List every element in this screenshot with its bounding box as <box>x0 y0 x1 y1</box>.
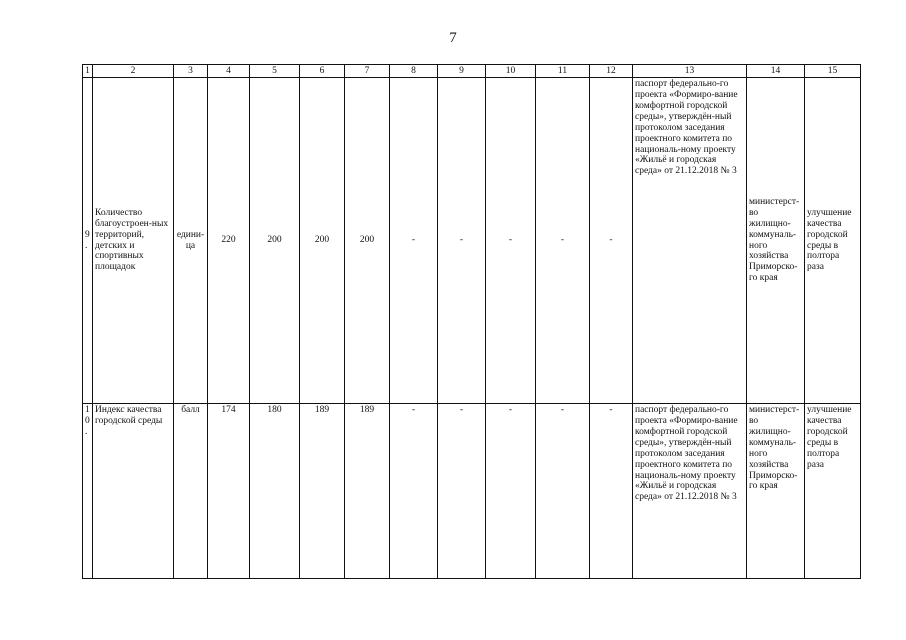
column-header: 11 <box>536 65 590 78</box>
value-cell: 200 <box>250 78 300 404</box>
value-cell: 174 <box>208 404 250 579</box>
column-header: 7 <box>345 65 390 78</box>
column-header: 15 <box>805 65 861 78</box>
value-cell: - <box>390 404 438 579</box>
column-header: 1 <box>83 65 93 78</box>
indicator-name: Индекс качества городской среды <box>93 404 174 579</box>
value-cell: 189 <box>345 404 390 579</box>
unit-of-measure: балл <box>174 404 208 579</box>
unit-of-measure: едини-ца <box>174 78 208 404</box>
row-number: 9. <box>83 78 93 404</box>
indicators-table <box>82 64 861 579</box>
source-document: паспорт федерально-го проекта «Формиро-вание комфортной городской среды», утверждён-ный протоколом заседания проектного комитета по националь-ному проекту «Жильё и городская среда» от 21.12.2018 № 3 <box>633 404 747 579</box>
value-cell: 189 <box>300 404 345 579</box>
expected-result: улучшение качества городской среды в полтора раза <box>805 404 861 579</box>
table-row <box>83 404 861 579</box>
indicator-name: Количество благоустроен-ных территорий, детских и спортивных площадок <box>93 78 174 404</box>
value-cell: - <box>536 78 590 404</box>
value-cell: 200 <box>345 78 390 404</box>
column-header: 4 <box>208 65 250 78</box>
page-number: 7 <box>449 30 457 46</box>
column-header: 5 <box>250 65 300 78</box>
column-header: 10 <box>486 65 536 78</box>
table-row <box>83 78 861 404</box>
column-header: 14 <box>747 65 805 78</box>
column-header: 8 <box>390 65 438 78</box>
column-header: 2 <box>93 65 174 78</box>
value-cell: 200 <box>300 78 345 404</box>
row-number: 10. <box>83 404 93 579</box>
column-header: 13 <box>633 65 747 78</box>
source-document: паспорт федерально-го проекта «Формиро-вание комфортной городской среды», утверждён-ный протоколом заседания проектного комитета по националь-ному проекту «Жильё и городская среда» от 21.12.2018 № 3 <box>633 78 747 404</box>
value-cell: - <box>486 404 536 579</box>
value-cell: - <box>590 78 633 404</box>
value-cell: 220 <box>208 78 250 404</box>
responsible-body: министерст-во жилищно-коммуналь-ного хозяйства Приморско-го края <box>747 404 805 579</box>
value-cell: 180 <box>250 404 300 579</box>
value-cell: - <box>438 404 486 579</box>
header-row <box>83 65 861 78</box>
column-header: 6 <box>300 65 345 78</box>
column-header: 9 <box>438 65 486 78</box>
value-cell: - <box>438 78 486 404</box>
value-cell: - <box>590 404 633 579</box>
column-header: 3 <box>174 65 208 78</box>
column-header: 12 <box>590 65 633 78</box>
value-cell: - <box>486 78 536 404</box>
responsible-body: министерст-во жилищно-коммуналь-ного хозяйства Приморско-го края <box>747 78 805 404</box>
expected-result: улучшение качества городской среды в полтора раза <box>805 78 861 404</box>
value-cell: - <box>390 78 438 404</box>
value-cell: - <box>536 404 590 579</box>
